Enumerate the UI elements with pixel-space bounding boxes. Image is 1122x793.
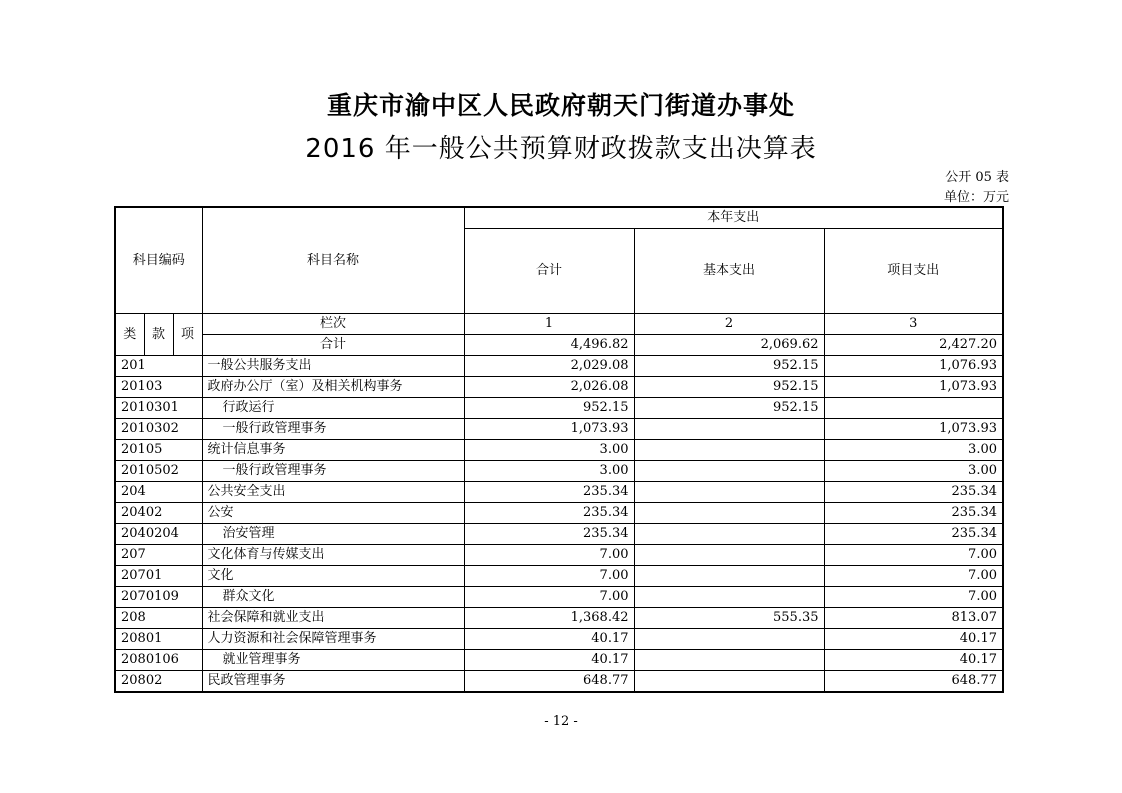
header-subject-name: 科目名称 — [202, 207, 464, 314]
table-row — [115, 356, 1003, 377]
row-code: 204 — [115, 482, 202, 503]
header-col2: 2 — [634, 314, 824, 335]
row-name: 行政运行 — [202, 398, 464, 419]
sum-project: 2,427.20 — [824, 335, 1003, 356]
row-code: 20103 — [115, 377, 202, 398]
row-name: 一般行政管理事务 — [202, 419, 464, 440]
row-total: 235.34 — [464, 482, 634, 503]
row-basic: 952.15 — [634, 356, 824, 377]
row-project: 40.17 — [824, 629, 1003, 650]
row-project — [824, 398, 1003, 419]
row-total: 648.77 — [464, 671, 634, 693]
header-col1: 1 — [464, 314, 634, 335]
row-project: 648.77 — [824, 671, 1003, 693]
sum-total: 4,496.82 — [464, 335, 634, 356]
row-basic — [634, 671, 824, 693]
page-title-line2: 2016 年一般公共预算财政拨款支出决算表 — [305, 134, 817, 164]
row-basic — [634, 440, 824, 461]
row-basic — [634, 503, 824, 524]
row-project: 1,076.93 — [824, 356, 1003, 377]
table-row — [115, 377, 1003, 398]
row-project: 3.00 — [824, 440, 1003, 461]
row-name: 民政管理事务 — [202, 671, 464, 693]
row-name: 一般公共服务支出 — [202, 356, 464, 377]
table-row — [115, 650, 1003, 671]
sum-label: 合计 — [202, 335, 464, 356]
row-code: 2070109 — [115, 587, 202, 608]
table-row — [115, 503, 1003, 524]
table-row — [115, 398, 1003, 419]
row-total: 3.00 — [464, 440, 634, 461]
row-name: 公共安全支出 — [202, 482, 464, 503]
row-code: 20802 — [115, 671, 202, 693]
sum-basic: 2,069.62 — [634, 335, 824, 356]
table-row — [115, 587, 1003, 608]
row-name: 文化体育与传媒支出 — [202, 545, 464, 566]
row-project: 813.07 — [824, 608, 1003, 629]
row-total: 2,026.08 — [464, 377, 634, 398]
row-basic — [634, 482, 824, 503]
row-project: 7.00 — [824, 545, 1003, 566]
header-xiang: 项 — [173, 314, 202, 356]
table-row — [115, 545, 1003, 566]
row-name: 就业管理事务 — [202, 650, 464, 671]
budget-table — [114, 206, 1004, 693]
row-basic — [634, 461, 824, 482]
row-name: 文化 — [202, 566, 464, 587]
page-title-line1: 重庆市渝中区人民政府朝天门街道办事处 — [326, 91, 795, 120]
row-code: 207 — [115, 545, 202, 566]
row-basic: 952.15 — [634, 398, 824, 419]
row-total: 40.17 — [464, 629, 634, 650]
row-name: 群众文化 — [202, 587, 464, 608]
header-col3: 3 — [824, 314, 1003, 335]
row-basic — [634, 587, 824, 608]
row-code: 201 — [115, 356, 202, 377]
row-total: 7.00 — [464, 566, 634, 587]
row-code: 20801 — [115, 629, 202, 650]
row-name: 治安管理 — [202, 524, 464, 545]
header-column-index: 栏次 — [202, 314, 464, 335]
row-project: 40.17 — [824, 650, 1003, 671]
table-row — [115, 461, 1003, 482]
row-basic — [634, 629, 824, 650]
row-basic — [634, 419, 824, 440]
table-row — [115, 566, 1003, 587]
header-kuan: 款 — [144, 314, 173, 356]
row-total: 1,073.93 — [464, 419, 634, 440]
table-body — [115, 356, 1003, 693]
header-project-expense: 项目支出 — [824, 229, 1003, 314]
row-basic — [634, 650, 824, 671]
row-basic — [634, 566, 824, 587]
page-number: - 12 - — [544, 714, 578, 729]
row-project: 235.34 — [824, 503, 1003, 524]
row-name: 公安 — [202, 503, 464, 524]
row-code: 2010502 — [115, 461, 202, 482]
row-total: 7.00 — [464, 545, 634, 566]
row-name: 人力资源和社会保障管理事务 — [202, 629, 464, 650]
table-row — [115, 608, 1003, 629]
row-project: 235.34 — [824, 482, 1003, 503]
row-code: 20105 — [115, 440, 202, 461]
row-basic — [634, 545, 824, 566]
row-name: 社会保障和就业支出 — [202, 608, 464, 629]
row-total: 40.17 — [464, 650, 634, 671]
row-project: 235.34 — [824, 524, 1003, 545]
row-total: 2,029.08 — [464, 356, 634, 377]
row-total: 3.00 — [464, 461, 634, 482]
row-code: 20701 — [115, 566, 202, 587]
row-code: 2040204 — [115, 524, 202, 545]
row-code: 2080106 — [115, 650, 202, 671]
row-code: 20402 — [115, 503, 202, 524]
unit-label: 单位：万元 — [943, 190, 1009, 205]
row-code: 2010302 — [115, 419, 202, 440]
row-code: 2010301 — [115, 398, 202, 419]
header-lei: 类 — [115, 314, 144, 356]
row-project: 7.00 — [824, 587, 1003, 608]
row-code: 208 — [115, 608, 202, 629]
table-row — [115, 524, 1003, 545]
row-total: 235.34 — [464, 524, 634, 545]
table-row — [115, 629, 1003, 650]
row-total: 952.15 — [464, 398, 634, 419]
row-project: 1,073.93 — [824, 377, 1003, 398]
header-basic-expense: 基本支出 — [634, 229, 824, 314]
row-name: 一般行政管理事务 — [202, 461, 464, 482]
row-project: 3.00 — [824, 461, 1003, 482]
table-row — [115, 671, 1003, 693]
table-row — [115, 419, 1003, 440]
row-project: 7.00 — [824, 566, 1003, 587]
row-name: 统计信息事务 — [202, 440, 464, 461]
header-subject-code: 科目编码 — [115, 207, 202, 314]
row-total: 1,368.42 — [464, 608, 634, 629]
table-row — [115, 482, 1003, 503]
header-current-year-expense: 本年支出 — [464, 207, 1003, 229]
form-code: 公开 05 表 — [945, 170, 1009, 185]
row-basic: 555.35 — [634, 608, 824, 629]
row-basic: 952.15 — [634, 377, 824, 398]
row-name: 政府办公厅（室）及相关机构事务 — [202, 377, 464, 398]
table-row — [115, 440, 1003, 461]
header-total: 合计 — [464, 229, 634, 314]
row-basic — [634, 524, 824, 545]
row-total: 235.34 — [464, 503, 634, 524]
row-project: 1,073.93 — [824, 419, 1003, 440]
row-total: 7.00 — [464, 587, 634, 608]
